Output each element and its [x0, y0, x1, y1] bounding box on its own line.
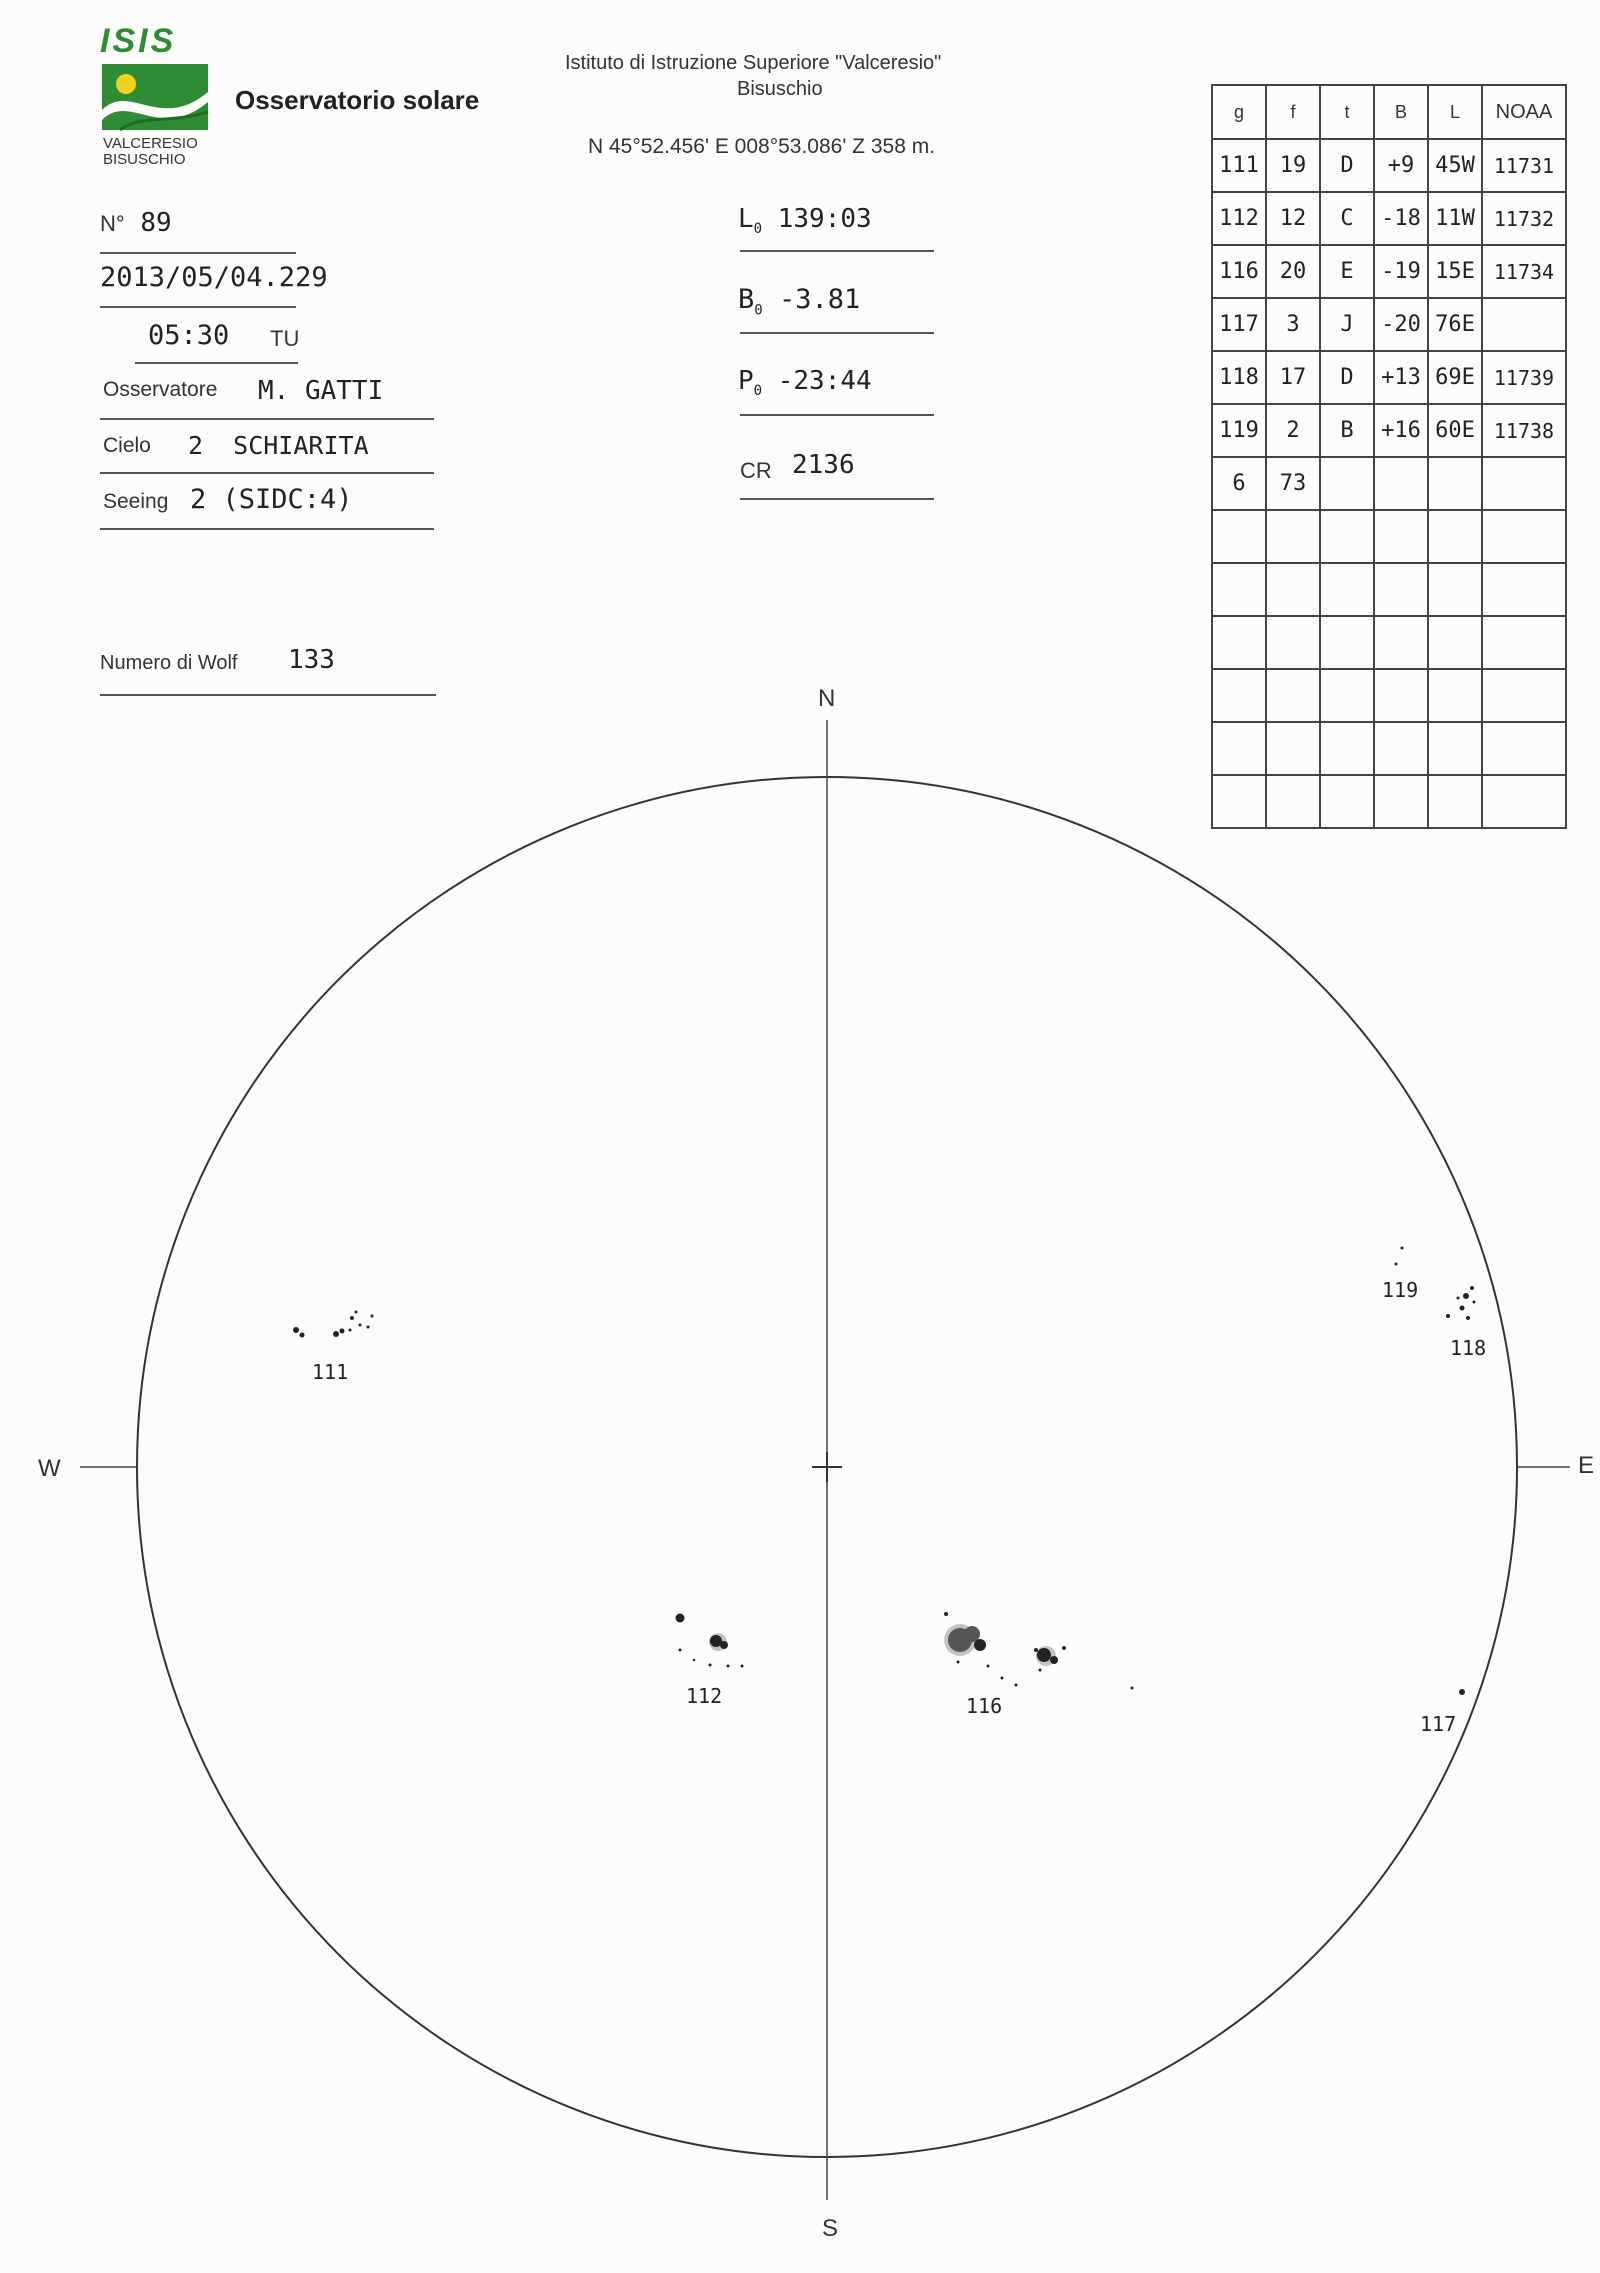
col-header-t: t: [1320, 85, 1374, 139]
sky-label: Cielo: [103, 434, 151, 457]
south-marker: S: [822, 2215, 839, 2242]
sunspot-mark: [1401, 1247, 1404, 1250]
table-cell: -20: [1374, 298, 1428, 351]
table-cell: 118: [1212, 351, 1266, 404]
sunspot-mark: [1034, 1648, 1038, 1652]
logo-line1: VALCERESIO: [103, 135, 198, 152]
sunspot-mark: [727, 1665, 730, 1668]
sunspot-mark: [1470, 1286, 1474, 1290]
sunspot-mark: [300, 1333, 305, 1338]
sunspot-mark: [1460, 1306, 1465, 1311]
seeing-value: 2 (SIDC:4): [190, 484, 353, 515]
sunspot-mark: [974, 1639, 986, 1651]
sunspot-mark: [1062, 1646, 1066, 1650]
col-header-b: B: [1374, 85, 1428, 139]
table-cell: 12: [1266, 192, 1320, 245]
sunspot-mark: [1037, 1648, 1051, 1662]
sunspot-mark: [340, 1329, 345, 1334]
east-marker: E: [1578, 1452, 1595, 1479]
table-cell: 11W: [1428, 192, 1482, 245]
table-cell: 11734: [1482, 245, 1566, 298]
table-cell: 11731: [1482, 139, 1566, 192]
table-cell: 69E: [1428, 351, 1482, 404]
table-cell: 76E: [1428, 298, 1482, 351]
sunspot-mark: [679, 1649, 682, 1652]
table-cell: J: [1320, 298, 1374, 351]
sunspot-mark: [1473, 1301, 1476, 1304]
sunspot-mark: [359, 1324, 362, 1327]
sunspot-mark: [367, 1326, 370, 1329]
table-cell: 112: [1212, 192, 1266, 245]
sunspot-mark: [1457, 1297, 1460, 1300]
col-header-g: g: [1212, 85, 1266, 139]
col-header-l: L: [1428, 85, 1482, 139]
logo-wordmark: ISIS: [100, 22, 177, 60]
observation-date: 2013/05/04.229: [100, 262, 328, 293]
table-cell: 17: [1266, 351, 1320, 404]
sunspot-mark: [693, 1659, 695, 1661]
carrington-label: CR: [740, 458, 772, 483]
table-cell: +9: [1374, 139, 1428, 192]
site-coordinates: N 45°52.456' E 008°53.086' Z 358 m.: [588, 135, 936, 158]
observer-name: M. GATTI: [258, 376, 384, 406]
group-label-117: 117: [1420, 1712, 1457, 1736]
group-label-111: 111: [312, 1360, 349, 1384]
table-cell: 11739: [1482, 351, 1566, 404]
table-cell: E: [1320, 245, 1374, 298]
table-cell: 111: [1212, 139, 1266, 192]
sunspot-mark: [709, 1664, 712, 1667]
ephemeris-L0: $L_0$ 139:03: [738, 204, 872, 238]
sunspot-mark: [676, 1614, 685, 1623]
table-cell: D: [1320, 139, 1374, 192]
time-unit: TU: [270, 326, 300, 351]
carrington-rotation: 2136: [792, 450, 855, 480]
table-cell: 60E: [1428, 404, 1482, 457]
sunspot-mark: [333, 1331, 339, 1337]
sunspot-mark: [371, 1315, 374, 1318]
ephemeris-P0: $P_0$ -23:44: [738, 366, 872, 400]
table-cell: 20: [1266, 245, 1320, 298]
seeing-label: Seeing: [103, 490, 169, 513]
ephemeris-B0: $B_0$ -3.81: [738, 284, 861, 319]
table-cell: 19: [1266, 139, 1320, 192]
table-cell: B: [1320, 404, 1374, 457]
table-cell: +16: [1374, 404, 1428, 457]
sunspot-mark: [957, 1661, 960, 1664]
table-cell: +13: [1374, 351, 1428, 404]
group-label-119: 119: [1382, 1278, 1419, 1302]
sunspot-mark: [1466, 1316, 1470, 1320]
sky-condition: 2 SCHIARITA: [188, 431, 369, 460]
table-cell: 11738: [1482, 404, 1566, 457]
sunspot-mark: [1015, 1684, 1018, 1687]
sunspot-mark: [1463, 1293, 1469, 1299]
observer-label: Osservatore: [103, 378, 218, 401]
sunspot-mark: [1131, 1687, 1134, 1690]
sunspot-mark: [720, 1641, 728, 1649]
table-cell: 45W: [1428, 139, 1482, 192]
col-header-noaa: NOAA: [1482, 85, 1566, 139]
wolf-number: 133: [288, 645, 335, 675]
sunspot-mark: [1395, 1263, 1398, 1266]
north-marker: N: [818, 685, 836, 712]
sunspot-mark: [741, 1665, 744, 1668]
table-cell: 119: [1212, 404, 1266, 457]
table-cell: 73: [1266, 457, 1320, 510]
sunspot-mark: [1001, 1677, 1004, 1680]
group-label-116: 116: [966, 1694, 1003, 1718]
sunspot-mark: [987, 1665, 990, 1668]
table-cell: C: [1320, 192, 1374, 245]
sunspot-mark: [1050, 1656, 1058, 1664]
page-title: Osservatorio solare: [235, 85, 480, 115]
sunspot-mark: [349, 1329, 352, 1332]
table-cell: 117: [1212, 298, 1266, 351]
record-number-label: N°: [100, 211, 125, 236]
wolf-label: Numero di Wolf: [100, 652, 238, 674]
sunspot-mark: [1039, 1669, 1042, 1672]
table-cell: 3: [1266, 298, 1320, 351]
table-cell: -18: [1374, 192, 1428, 245]
table-cell: 2: [1266, 404, 1320, 457]
table-cell: -19: [1374, 245, 1428, 298]
table-cell: 116: [1212, 245, 1266, 298]
col-header-f: f: [1266, 85, 1320, 139]
table-cell: 15E: [1428, 245, 1482, 298]
institute-town: Bisuschio: [737, 78, 823, 100]
group-label-112: 112: [686, 1684, 723, 1708]
logo-line2: BISUSCHIO: [103, 151, 186, 168]
table-cell: D: [1320, 351, 1374, 404]
institute-name: Istituto di Istruzione Superiore "Valceresio": [565, 52, 942, 74]
sunspot-mark: [350, 1316, 354, 1320]
sunspot-mark: [355, 1311, 358, 1314]
sunspot-mark: [944, 1612, 948, 1616]
sunspot-mark: [1446, 1314, 1450, 1318]
table-cell: 6: [1212, 457, 1266, 510]
record-number: 89: [140, 208, 172, 238]
group-label-118: 118: [1450, 1336, 1487, 1360]
sunspot-mark: [1459, 1689, 1465, 1695]
observation-time: 05:30: [148, 320, 230, 351]
west-marker: W: [38, 1455, 61, 1482]
sunspot-mark: [293, 1327, 299, 1333]
table-cell: 11732: [1482, 192, 1566, 245]
